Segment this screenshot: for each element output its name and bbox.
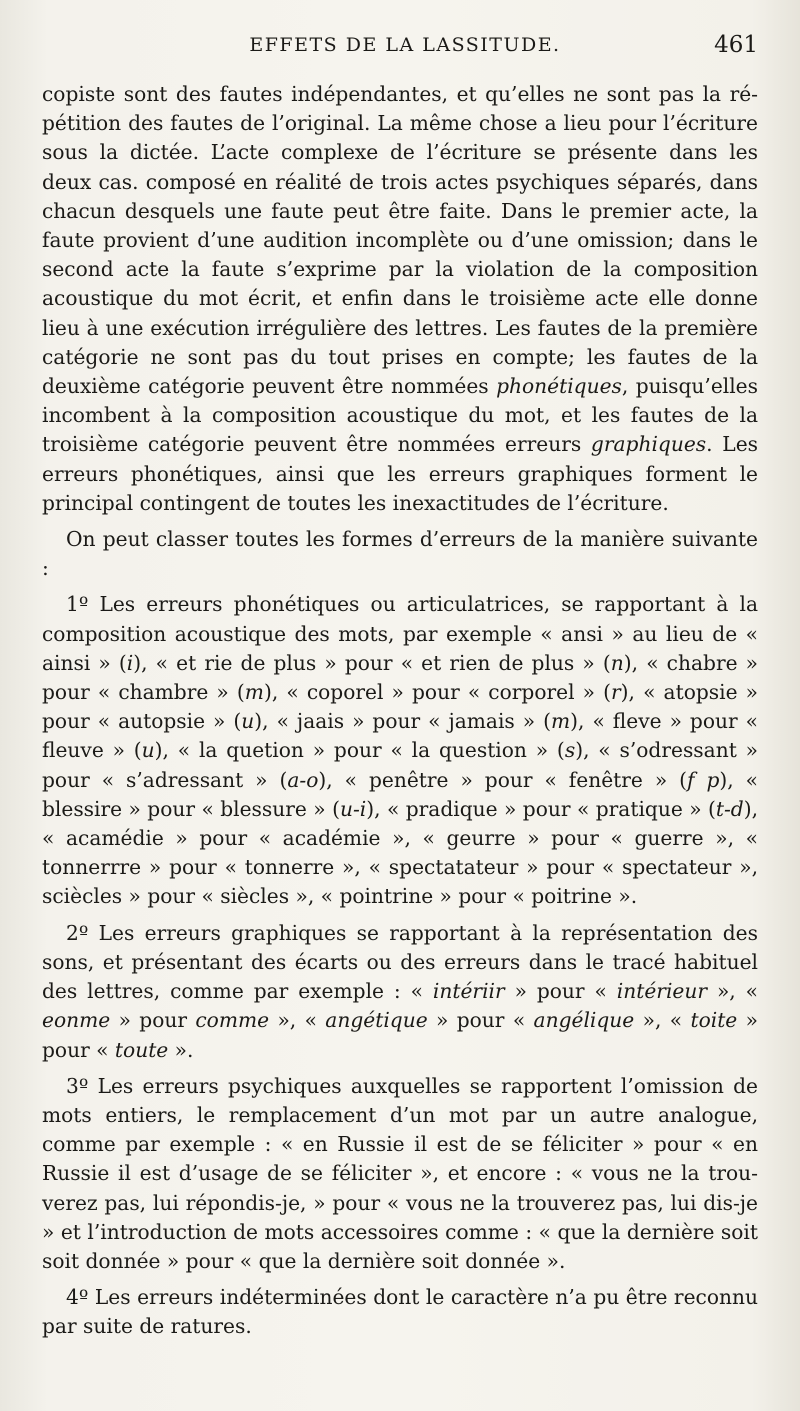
text-run: » pour « (427, 1008, 534, 1033)
text-run: ), « s’odressant » pour « s’adressant » ( (42, 738, 758, 792)
paragraph-continuation (42, 80, 758, 518)
paragraph-psychic-errors (42, 1072, 758, 1276)
text-run: », « (269, 1008, 326, 1033)
paragraph-classification-intro (42, 525, 758, 583)
text-run: 1º Les erreurs phonétiques ou articulatrices, se rapportant à la composition acoustique des mots, par exemple « ansi » au lieu de « ainsi » ( (42, 592, 758, 675)
body-text (42, 80, 758, 1342)
text-run: » pour « (42, 1008, 758, 1062)
text-run: ), « et rie de plus » pour « et rien de plus » ( (133, 650, 611, 675)
italic-run: i (126, 650, 134, 675)
text-run: ), « atopsie » pour « autopsie » ( (42, 680, 759, 734)
text-run: On peut classer toutes les formes d’erreurs de la manière suivante : (42, 527, 758, 581)
italic-run: u (141, 738, 155, 763)
text-run: 2º Les erreurs graphiques se rapportant à la représentation des sons, et présentant des écarts ou des erreurs dans le tracé habituel des lettres, comme par exemple : « (42, 920, 758, 1004)
italic-run: s (564, 738, 576, 763)
italic-run: a-o (287, 767, 319, 792)
paragraph-indeterminate-errors (42, 1283, 758, 1341)
text-run: ), « blessire » pour « blessure » ( (42, 767, 759, 821)
paragraph-phonetic-errors (42, 590, 758, 911)
text-run: ), « pradique » pour « pratique » ( (366, 796, 716, 821)
text-run: » pour (110, 1008, 196, 1033)
italic-run: u (241, 709, 255, 734)
text-run: ». (168, 1037, 194, 1062)
text-run: 4º Les erreurs indéterminées dont le caractère n’a pu être reconnu par suite de ratures. (42, 1285, 758, 1339)
italic-run: toute (114, 1037, 169, 1062)
text-run: ), « fleve » pour « fleuve » ( (42, 709, 758, 763)
italic-run: angétique (325, 1008, 428, 1033)
text-run: », « (634, 1008, 691, 1033)
text-run: 3º Les erreurs psychiques auxquelles se rapportent l’omission de mots entiers, le remplacement d’un mot par un autre analogue, comme par exemple : « en Russie il est de se féliciter » pour « en Russie il est d’usage de se féliciter », et encore : « vous ne la trouverez pas, lui répondis-je, » pour « vous ne la trouverez pas, lui dis-je » et l’introduction de mots accessoires comme : « que la dernière soit soit donnée » pour « que la dernière soit donnée ». (42, 1073, 758, 1273)
italic-run: u-i (339, 796, 367, 821)
italic-run: phonétiques (496, 374, 622, 399)
text-run: , puisqu’elles incombent à la composition acoustique du mot, et les fautes de la troisième catégorie peuvent être nommées erreurs (42, 374, 758, 457)
running-head (42, 34, 758, 64)
paragraph-graphic-errors (42, 919, 758, 1065)
italic-run: toite (690, 1008, 738, 1033)
text-run: . Les erreurs phonétiques, ainsi que les erreurs graphiques forment le principal contingent de toutes les inexactitudes de l’écriture. (42, 432, 758, 515)
text-run: ), « chabre » pour « chambre » ( (42, 650, 759, 705)
text-run: », « (707, 979, 758, 1004)
italic-run: r (611, 680, 621, 705)
italic-run: eonme (42, 1008, 111, 1033)
page-number: 461 (714, 32, 758, 58)
italic-run: f p (687, 767, 720, 792)
italic-run: intérieur (616, 979, 708, 1004)
italic-run: m (551, 709, 571, 734)
italic-run: intériir (432, 979, 505, 1004)
text-run: ), « coporel » pour « corporel » ( (263, 680, 612, 705)
running-title: EFFETS DE LA LASSITUDE. (249, 34, 561, 56)
text-run: ), « la quetion » pour « la question » ( (154, 738, 565, 763)
text-run: ), « jaais » pour « jamais » ( (254, 709, 552, 734)
italic-run: angélique (533, 1008, 635, 1033)
text-run: copiste sont des fautes indépendantes, et qu’elles ne sont pas la répétition des fautes de l’original. La même chose a lieu pour l’écriture sous la dictée. L’acte complexe de l’écriture se présente dans les deux cas. composé en réalité de trois actes psychiques séparés, dans chacun desquels une faute peut être faite. Dans le premier acte, la faute provient d’une audition incomplète ou d’une omission; dans le second acte la faute s’exprime par la violation de la composition acoustique du mot écrit, et enfin dans le troisième acte elle donne lieu à une exécution irrégulière des lettres. Les fautes de la première catégorie ne sont pas du tout prises en compte; les fautes de la deuxième catégorie peuvent être nommées (42, 82, 758, 399)
text-run: ), « acamédie » pour « académie », « geurre » pour « guerre », « tonnerrre » pour « tonnerre », « spectatateur » pour « spectateur », sciècles » pour « siècles », « pointrine » pour « poitrine ». (42, 796, 758, 909)
italic-run: graphiques (590, 432, 707, 457)
text-run: » pour « (504, 979, 617, 1004)
italic-run: t-d (715, 796, 744, 821)
italic-run: m (244, 680, 264, 705)
italic-run: n (610, 650, 624, 675)
text-run: ), « penêtre » pour « fenêtre » ( (318, 767, 688, 792)
italic-run: comme (195, 1008, 270, 1033)
